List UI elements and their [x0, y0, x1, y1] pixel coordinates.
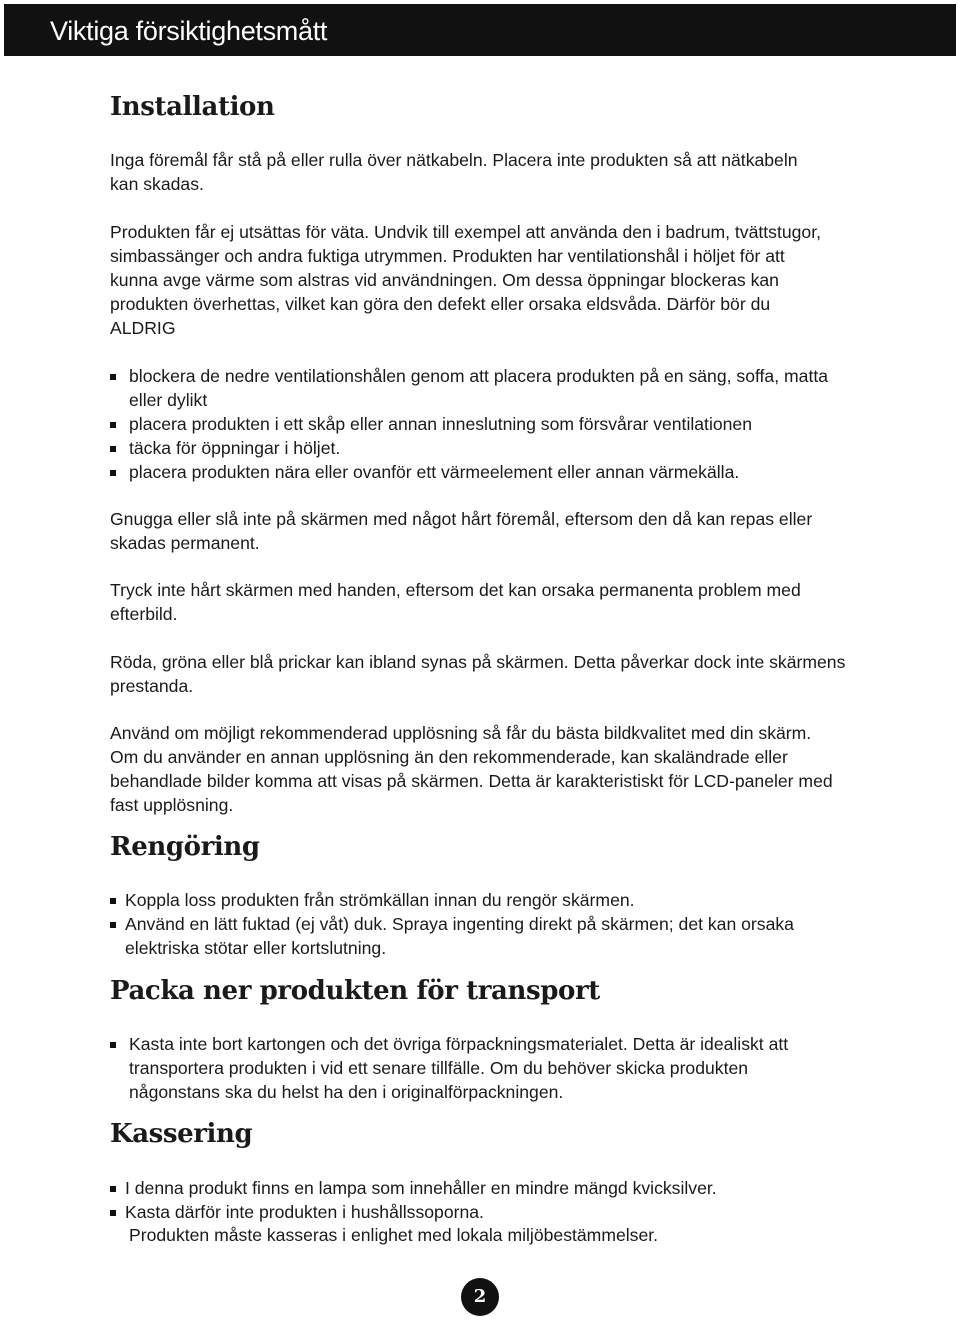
square-bullet-icon: [110, 422, 116, 428]
square-bullet-icon: [110, 1186, 116, 1192]
disposal-note: Produkten måste kasseras i enlighet med lokala miljöbestämmelser.: [129, 1225, 659, 1245]
installation-paragraph-6: Använd om möjligt rekommenderad upplösning så får du bästa bildkvalitet med din skärm. Om du använder en annan upplösning än den rekommenderade, kan skaländrade eller behandlade bilder komma att visas på skärmen. Detta är karakteristiskt för LCD-paneler med fast upplösning.: [110, 723, 833, 815]
installation-paragraph-2: Produkten får ej utsättas för väta. Undvik till exempel att använda den i badrum, tvättstugor, simbassänger och andra fuktiga utrymmen. Produkten har ventilationshål i höljet för att kunna avge värme som alstras vid användningen. Om dessa öppningar blockeras kan produkten överhettas, vilket kan göra den defekt eller orsaka eldsvåda. Därför bör du ALDRIG: [110, 222, 821, 338]
transport-heading: Packa ner produkten för transport: [110, 976, 600, 1006]
disposal-heading: Kassering: [110, 1119, 253, 1149]
header-bar: [4, 4, 956, 56]
square-bullet-icon: [110, 470, 116, 476]
installation-paragraph-5: Röda, gröna eller blå prickar kan ibland synas på skärmen. Detta påverkar dock inte skärmens prestanda.: [110, 652, 846, 696]
installation-paragraph-1: Inga föremål får stå på eller rulla över nätkabeln. Placera inte produkten så att nätkabeln kan skadas.: [110, 150, 798, 194]
square-bullet-icon: [110, 1210, 116, 1216]
square-bullet-icon: [110, 898, 116, 904]
square-bullet-icon: [110, 922, 116, 928]
cleaning-heading: Rengöring: [110, 832, 260, 862]
square-bullet-icon: [110, 1042, 116, 1048]
page-number: 2: [461, 1278, 499, 1316]
installation-paragraph-3: Gnugga eller slå inte på skärmen med något hårt föremål, eftersom den då kan repas eller skadas permanent.: [110, 509, 813, 553]
square-bullet-icon: [110, 374, 116, 380]
square-bullet-icon: [110, 446, 116, 452]
installation-paragraph-4: Tryck inte hårt skärmen med handen, eftersom det kan orsaka permanenta problem med efterbild.: [110, 580, 801, 624]
page-title: Viktiga försiktighetsmått: [50, 16, 328, 46]
installation-heading: Installation: [110, 92, 275, 122]
